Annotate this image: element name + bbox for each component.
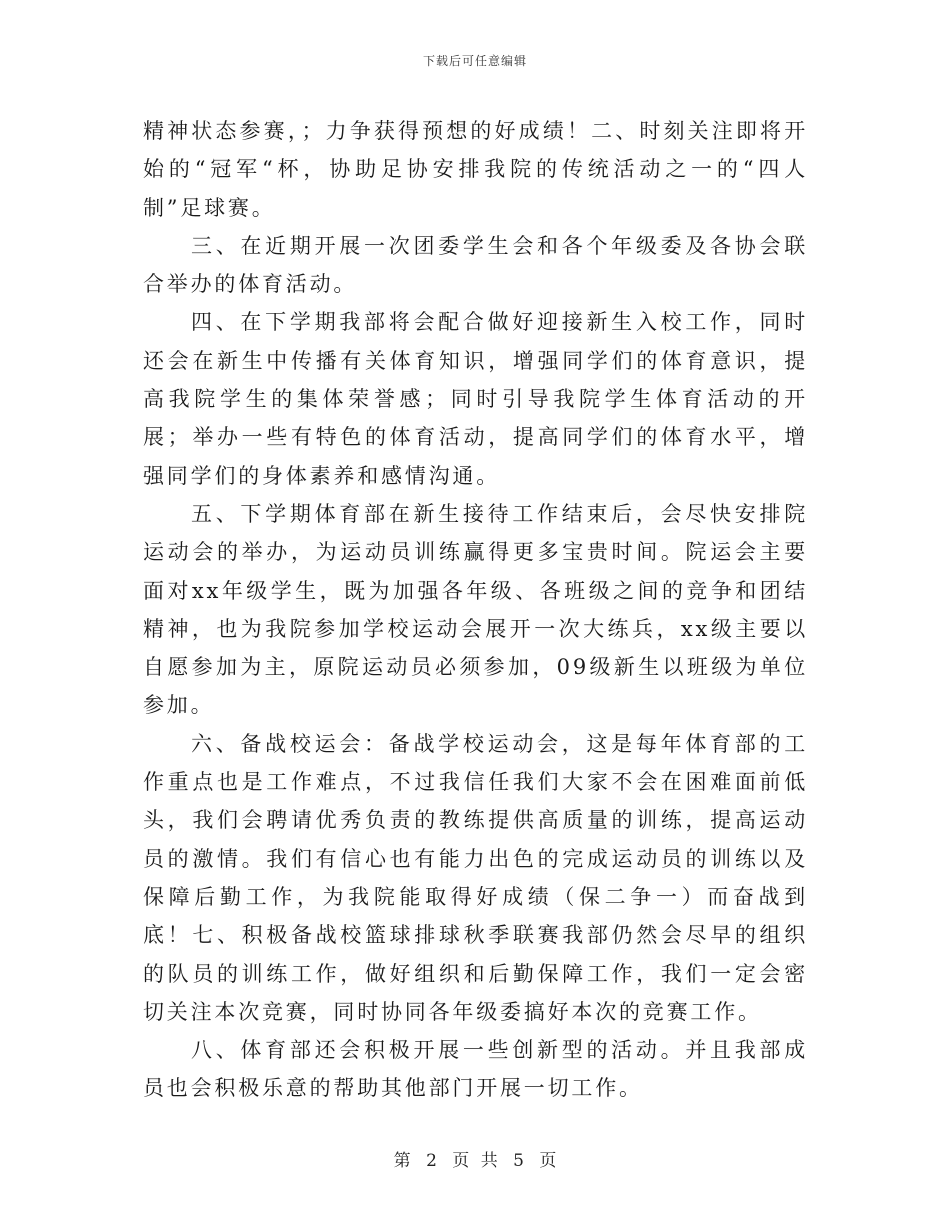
paragraph-4: 五、下学期体育部在新生接待工作结束后，会尽快安排院运动会的举办，为运动员训练赢得更多宝贵时间。院运会主要面对xx年级学生，既为加强各年级、各班级之间的竞争和团结精神，也为我院参加学校运动会展开一次大练兵，xx级主要以自愿参加为主，原院运动员必须参加，09级新生以班级为单位参加。 bbox=[143, 501, 808, 718]
paragraph-3: 四、在下学期我部将会配合做好迎接新生入校工作，同时还会在新生中传播有关体育知识，增强同学们的体育意识，提高我院学生的集体荣誉感；同时引导我院学生体育活动的开展；举办一些有特色的体育活动，提高同学们的体育水平，增强同学们的身体素养和感情沟通。 bbox=[143, 310, 808, 488]
paragraph-1: 精神状态参赛，；力争获得预想的好成绩！二、时刻关注即将开始的“冠军“杯，协助足协安排我院的传统活动之一的“四人制”足球赛。 bbox=[143, 119, 808, 220]
page-header: 下载后可任意编辑 bbox=[422, 54, 527, 68]
paragraph-5: 六、备战校运会：备战学校运动会，这是每年体育部的工作重点也是工作难点，不过我信任我们大家不会在困难面前低头，我们会聘请优秀负责的教练提供高质量的训练，提高运动员的激情。我们有信心也有能力出色的完成运动员的训练以及保障后勤工作，为我院能取得好成绩（保二争一）而奋战到底！七、积极备战校篮球排球秋季联赛我部仍然会尽早的组织的队员的训练工作，做好组织和后勤保障工作，我们一定会密切关注本次竞赛，同时协同各年级委搞好本次的竞赛工作。 bbox=[143, 731, 808, 1024]
footer-total-pages: 5 bbox=[513, 1151, 524, 1171]
paragraph-2: 三、在近期开展一次团委学生会和各个年级委及各协会联合举办的体育活动。 bbox=[143, 233, 808, 297]
page-footer bbox=[0, 1146, 950, 1171]
footer-current-page: 2 bbox=[426, 1151, 437, 1171]
footer-prefix: 第 bbox=[393, 1151, 411, 1171]
footer-suffix: 页 bbox=[539, 1151, 557, 1171]
paragraph-6: 八、体育部还会积极开展一些创新型的活动。并且我部成员也会积极乐意的帮助其他部门开展一切工作。 bbox=[143, 1038, 808, 1101]
footer-middle: 页 共 bbox=[452, 1151, 498, 1171]
document-body bbox=[143, 112, 808, 1108]
